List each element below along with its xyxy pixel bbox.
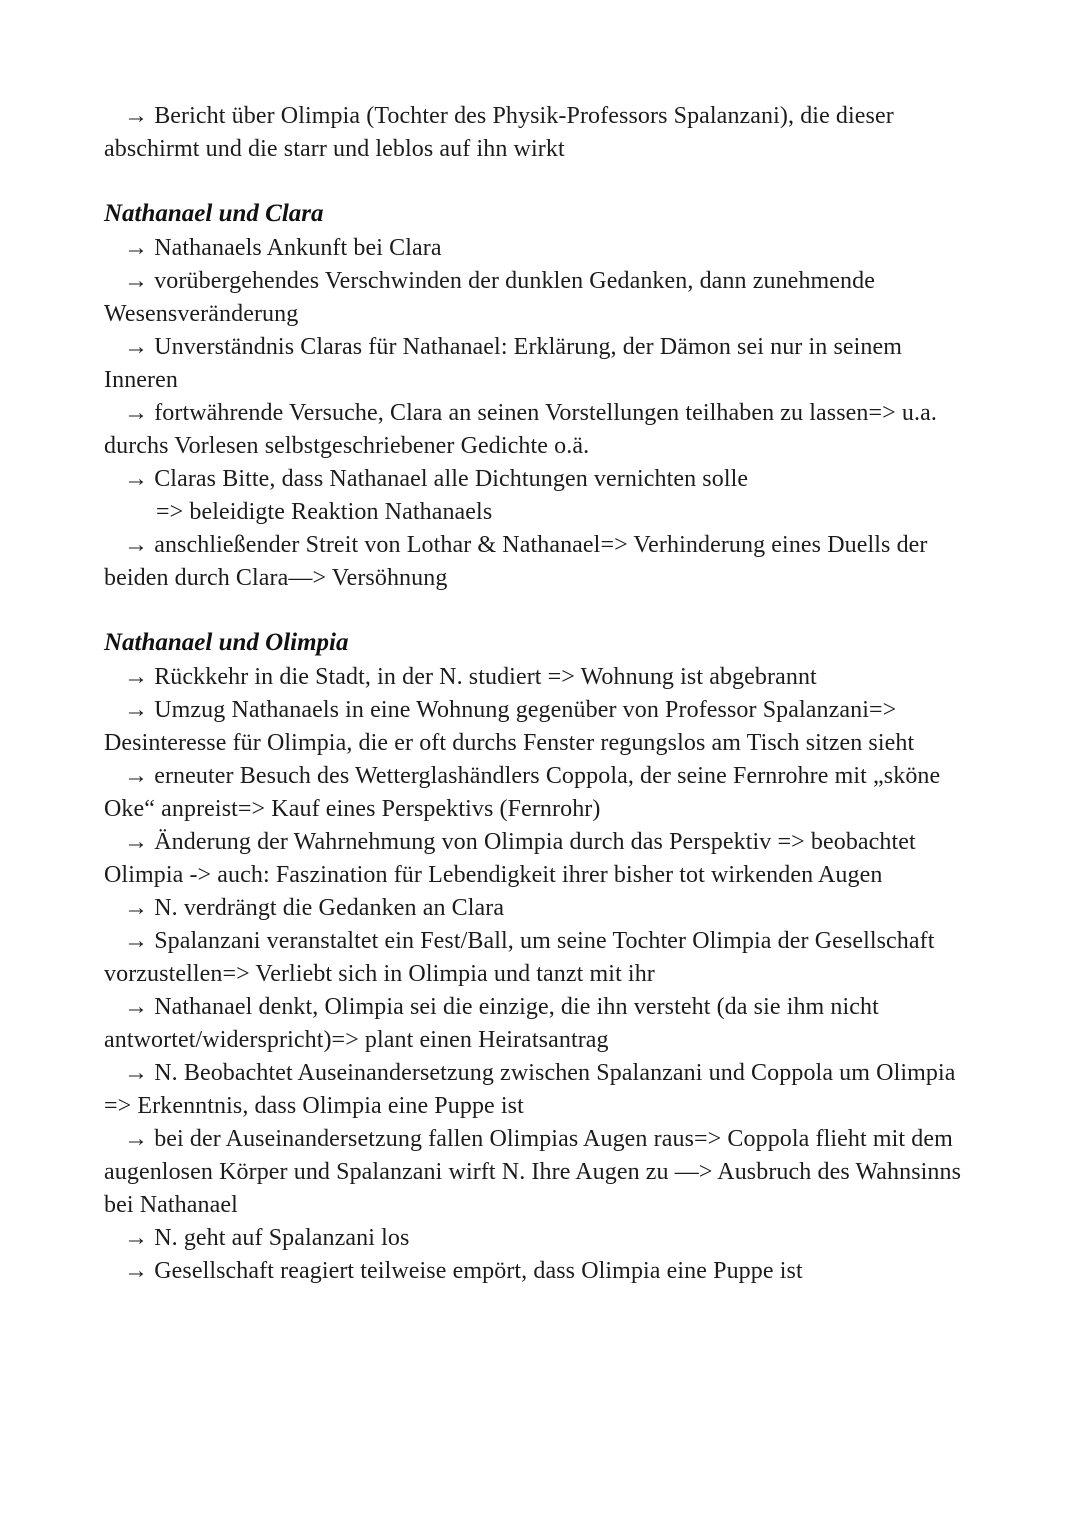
bullet-item: → vorübergehendes Verschwinden der dunklen Gedanken, dann zunehmende Wesensveränderung [104, 268, 876, 327]
bullet-item: → Gesellschaft reagiert teilweise empört, dass Olimpia eine Puppe ist [124, 1258, 803, 1284]
bullet-item: → Nathanaels Ankunft bei Clara [124, 235, 442, 261]
bullet-item: → Unverständnis Claras für Nathanael: Erklärung, der Dämon sei nur in seinem Inneren [104, 334, 903, 393]
bullet-item: → Änderung der Wahrnehmung von Olimpia durch das Perspektiv => beobachtet Olimpia -> auch: Faszination für Lebendigkeit ihrer bisher tot wirkenden Augen [104, 829, 916, 888]
bullet-item: → erneuter Besuch des Wetterglashändlers Coppola, der seine Fernrohre mit „sköne Oke“ anpreist=> Kauf eines Perspektivs (Fernrohr) [104, 763, 941, 822]
bullet-item: → anschließender Streit von Lothar & Nathanael=> Verhinderung eines Duells der beiden durch Clara—> Versöhnung [104, 532, 928, 591]
section-nathanael-und-olimpia [104, 626, 972, 1288]
bullet-item: → N. verdrängt die Gedanken an Clara [124, 895, 505, 921]
section-title: Nathanael und Olimpia [104, 629, 349, 656]
sub-item: => beleidigte Reaktion Nathanaels [156, 499, 493, 525]
bullet-item: → Claras Bitte, dass Nathanael alle Dichtungen vernichten solle [124, 466, 749, 492]
intro-paragraph: → Bericht über Olimpia (Tochter des Physik-Professors Spalanzani), die dieser abschirmt und die starr und leblos auf ihn wirkt [104, 103, 894, 162]
bullet-item: → N. Beobachtet Auseinandersetzung zwischen Spalanzani und Coppola um Olimpia => Erkenntnis, dass Olimpia eine Puppe ist [104, 1060, 956, 1119]
bullet-item: → Rückkehr in die Stadt, in der N. studiert => Wohnung ist abgebrannt [124, 664, 817, 690]
section-title: Nathanael und Clara [104, 200, 324, 227]
bullet-item: → Nathanael denkt, Olimpia sei die einzige, die ihn versteht (da sie ihm nicht antwortet/widerspricht)=> plant einen Heiratsantrag [104, 994, 879, 1053]
bullet-item: → N. geht auf Spalanzani los [124, 1225, 410, 1251]
bullet-item: → Spalanzani veranstaltet ein Fest/Ball, um seine Tochter Olimpia der Gesellschaft vorzustellen=> Verliebt sich in Olimpia und tanzt mit ihr [104, 928, 935, 987]
bullet-item: → Umzug Nathanaels in eine Wohnung gegenüber von Professor Spalanzani=> Desinteresse für Olimpia, die er oft durchs Fenster regungslos am Tisch sitzen sieht [104, 697, 915, 756]
section-nathanael-und-clara [104, 197, 972, 595]
bullet-item: → fortwährende Versuche, Clara an seinen Vorstellungen teilhaben zu lassen=> u.a. durchs Vorlesen selbstgeschriebener Gedichte o.ä. [104, 400, 937, 459]
bullet-item: → bei der Auseinandersetzung fallen Olimpias Augen raus=> Coppola flieht mit dem augenlosen Körper und Spalanzani wirft N. Ihre Augen zu —> Ausbruch des Wahnsinns bei Nathanael [104, 1126, 962, 1218]
